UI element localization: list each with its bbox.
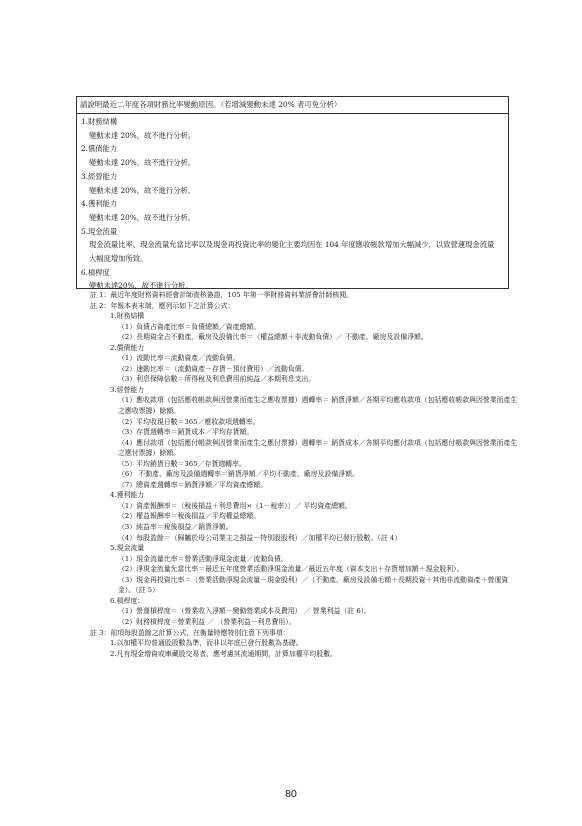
formula-item: （2）權益報酬率＝稅後損益／平均權益總額。 [118, 512, 261, 521]
formula-item: （2）財務槓桿度＝營業利益 ／ （營業利益－利息費用）。 [118, 617, 296, 626]
box-body [77, 114, 508, 293]
note-2: 註 2：年報本表末端，應列示如下之計算公式： [90, 301, 235, 310]
formula-item: （4）每股盈餘＝（歸屬於母公司業主之損益－特別股股利）／加權平均已發行股數。（註 4） [118, 533, 402, 542]
note-3-item: 1.以加權平均普通股股數為準，而非以年底已發行股數為基礎。 [110, 639, 303, 648]
formula-item: （1）負債占資產比率＝負債總額／資產總額。 [118, 322, 261, 331]
formula-item: （1）流動比率＝流動資產／流動負債。 [118, 354, 240, 363]
formula-item: （4）應付款項（包括應付帳款與因營業而產生之應付票據）週轉率＝ 銷貨成本／各期平均應付款項（包括應付帳款與因營業而產生之應付票據）餘額。 [118, 438, 518, 458]
section-body: 變動未達 20%，故不進行分析。 [89, 185, 196, 195]
analysis-box [76, 96, 509, 289]
notes [90, 290, 520, 659]
box-header: 請說明最近二年度各項財務比率變動原因。（若增減變動未達 20% 者可免分析） [77, 97, 508, 114]
formula-item: （1）現金流量比率＝營業活動淨現金流量／流動負債。 [118, 554, 288, 563]
section-title: 4.獲利能力 [81, 199, 118, 209]
formula-item: （1）應收款項（包括應收帳款與因營業而產生之應收票據）週轉率＝ 銷貨淨額／各期平均應收款項（包括應收帳款與因營業而產生之應收票據）餘額。 [118, 396, 518, 416]
formula-item: （7）總資產週轉率＝銷貨淨額／平均資產總額。 [118, 480, 268, 489]
formula-item: （2）長期資金占不動產、廠房及設備比率＝（權益總額＋非流動負債）／ 不動產、廠房及設備淨額。 [118, 333, 428, 342]
note-3: 註 3：前項每股盈餘之計算公式，在衡量時應特別注意下列事項： [90, 628, 290, 637]
section-title: 6.槓桿度 [81, 267, 110, 277]
formula-item: （5）平均銷貨日數＝365／存貨週轉率。 [118, 459, 246, 468]
formula-group-title: 5.現金流量 [110, 544, 145, 553]
formula-item: （2）平均收現日數＝365／應收款項週轉率。 [118, 417, 260, 426]
formula-group-title: 3.經營能力 [110, 385, 145, 394]
formula-group-title: 2.償債能力 [110, 343, 145, 352]
formula-group-title: 1.財務結構 [110, 312, 145, 321]
section-body: 現金流量比率、現金流量允當比率以及現金再投資比率的變化主要均因在 104 年度應收帳款增加大幅減少，以致營運現金流量大幅度增加所致。 [89, 240, 495, 264]
section-title: 3.經營能力 [81, 171, 118, 181]
note-3-item: 2.凡有現金增資或庫藏股交易者，應考慮其流通期間，計算加權平均股數。 [110, 649, 338, 658]
section-title: 2.償債能力 [81, 144, 118, 154]
formula-group-title: 4.獲利能力 [110, 491, 145, 500]
formula-item: （1）營運槓桿度＝（營業收入淨額－變動營業成本及費用） ／ 營業利益（註 6）。 [118, 607, 372, 616]
section-body: 變動未達 20%，故不進行分析。 [89, 212, 196, 222]
formula-item: （3）現金再投資比率＝（營業活動淨現金流量－現金股利）／（不動產、廠房及設備毛額＋長期投資＋其他非流動資產＋營運資金）。（註 5） [118, 575, 509, 595]
formula-item: （3）利息保障倍數＝所得稅及利息費用前純益／本期利息支出。 [118, 375, 316, 384]
section-title: 5.現金流量 [81, 226, 118, 236]
section-body: 變動未達20%，故不進行分析。 [89, 281, 193, 291]
section-body: 變動未達 20%，故不進行分析。 [89, 130, 196, 140]
formula-group-title: 6.槓桿度： [110, 596, 145, 605]
formula-item: （6） 不動產、廠房及設備週轉率＝銷貨淨額／平均不動產、廠房及設備淨額。 [118, 470, 359, 479]
formula-item: （3）純益率＝稅後損益／銷貨淨額。 [118, 523, 233, 532]
formula-item: （3）存貨週轉率＝銷貨成本／平均存貨額。 [118, 428, 254, 437]
formula-item: （2）速動比率＝（流動資產－存貨－預付費用）／流動負債。 [118, 364, 309, 373]
formula-item: （1）資產報酬率＝〔稅後損益＋利息費用×（1－稅率）〕／ 平均資產總額。 [118, 501, 352, 510]
formula-item: （2）淨現金流量允當比率＝最近五年度營業活動淨現金流量／最近五年度（資本支出＋存貨增加額＋現金股利）。 [118, 565, 464, 574]
section-body: 變動未達 20%，故不進行分析。 [89, 158, 196, 168]
page-number: 80 [285, 788, 297, 800]
note-1: 註 1：最近年度財務資料經會計師查核簽證，105 年第一季財務資料業經會計師核閱。 [90, 291, 354, 299]
section-title: 1.財務結構 [81, 117, 118, 126]
